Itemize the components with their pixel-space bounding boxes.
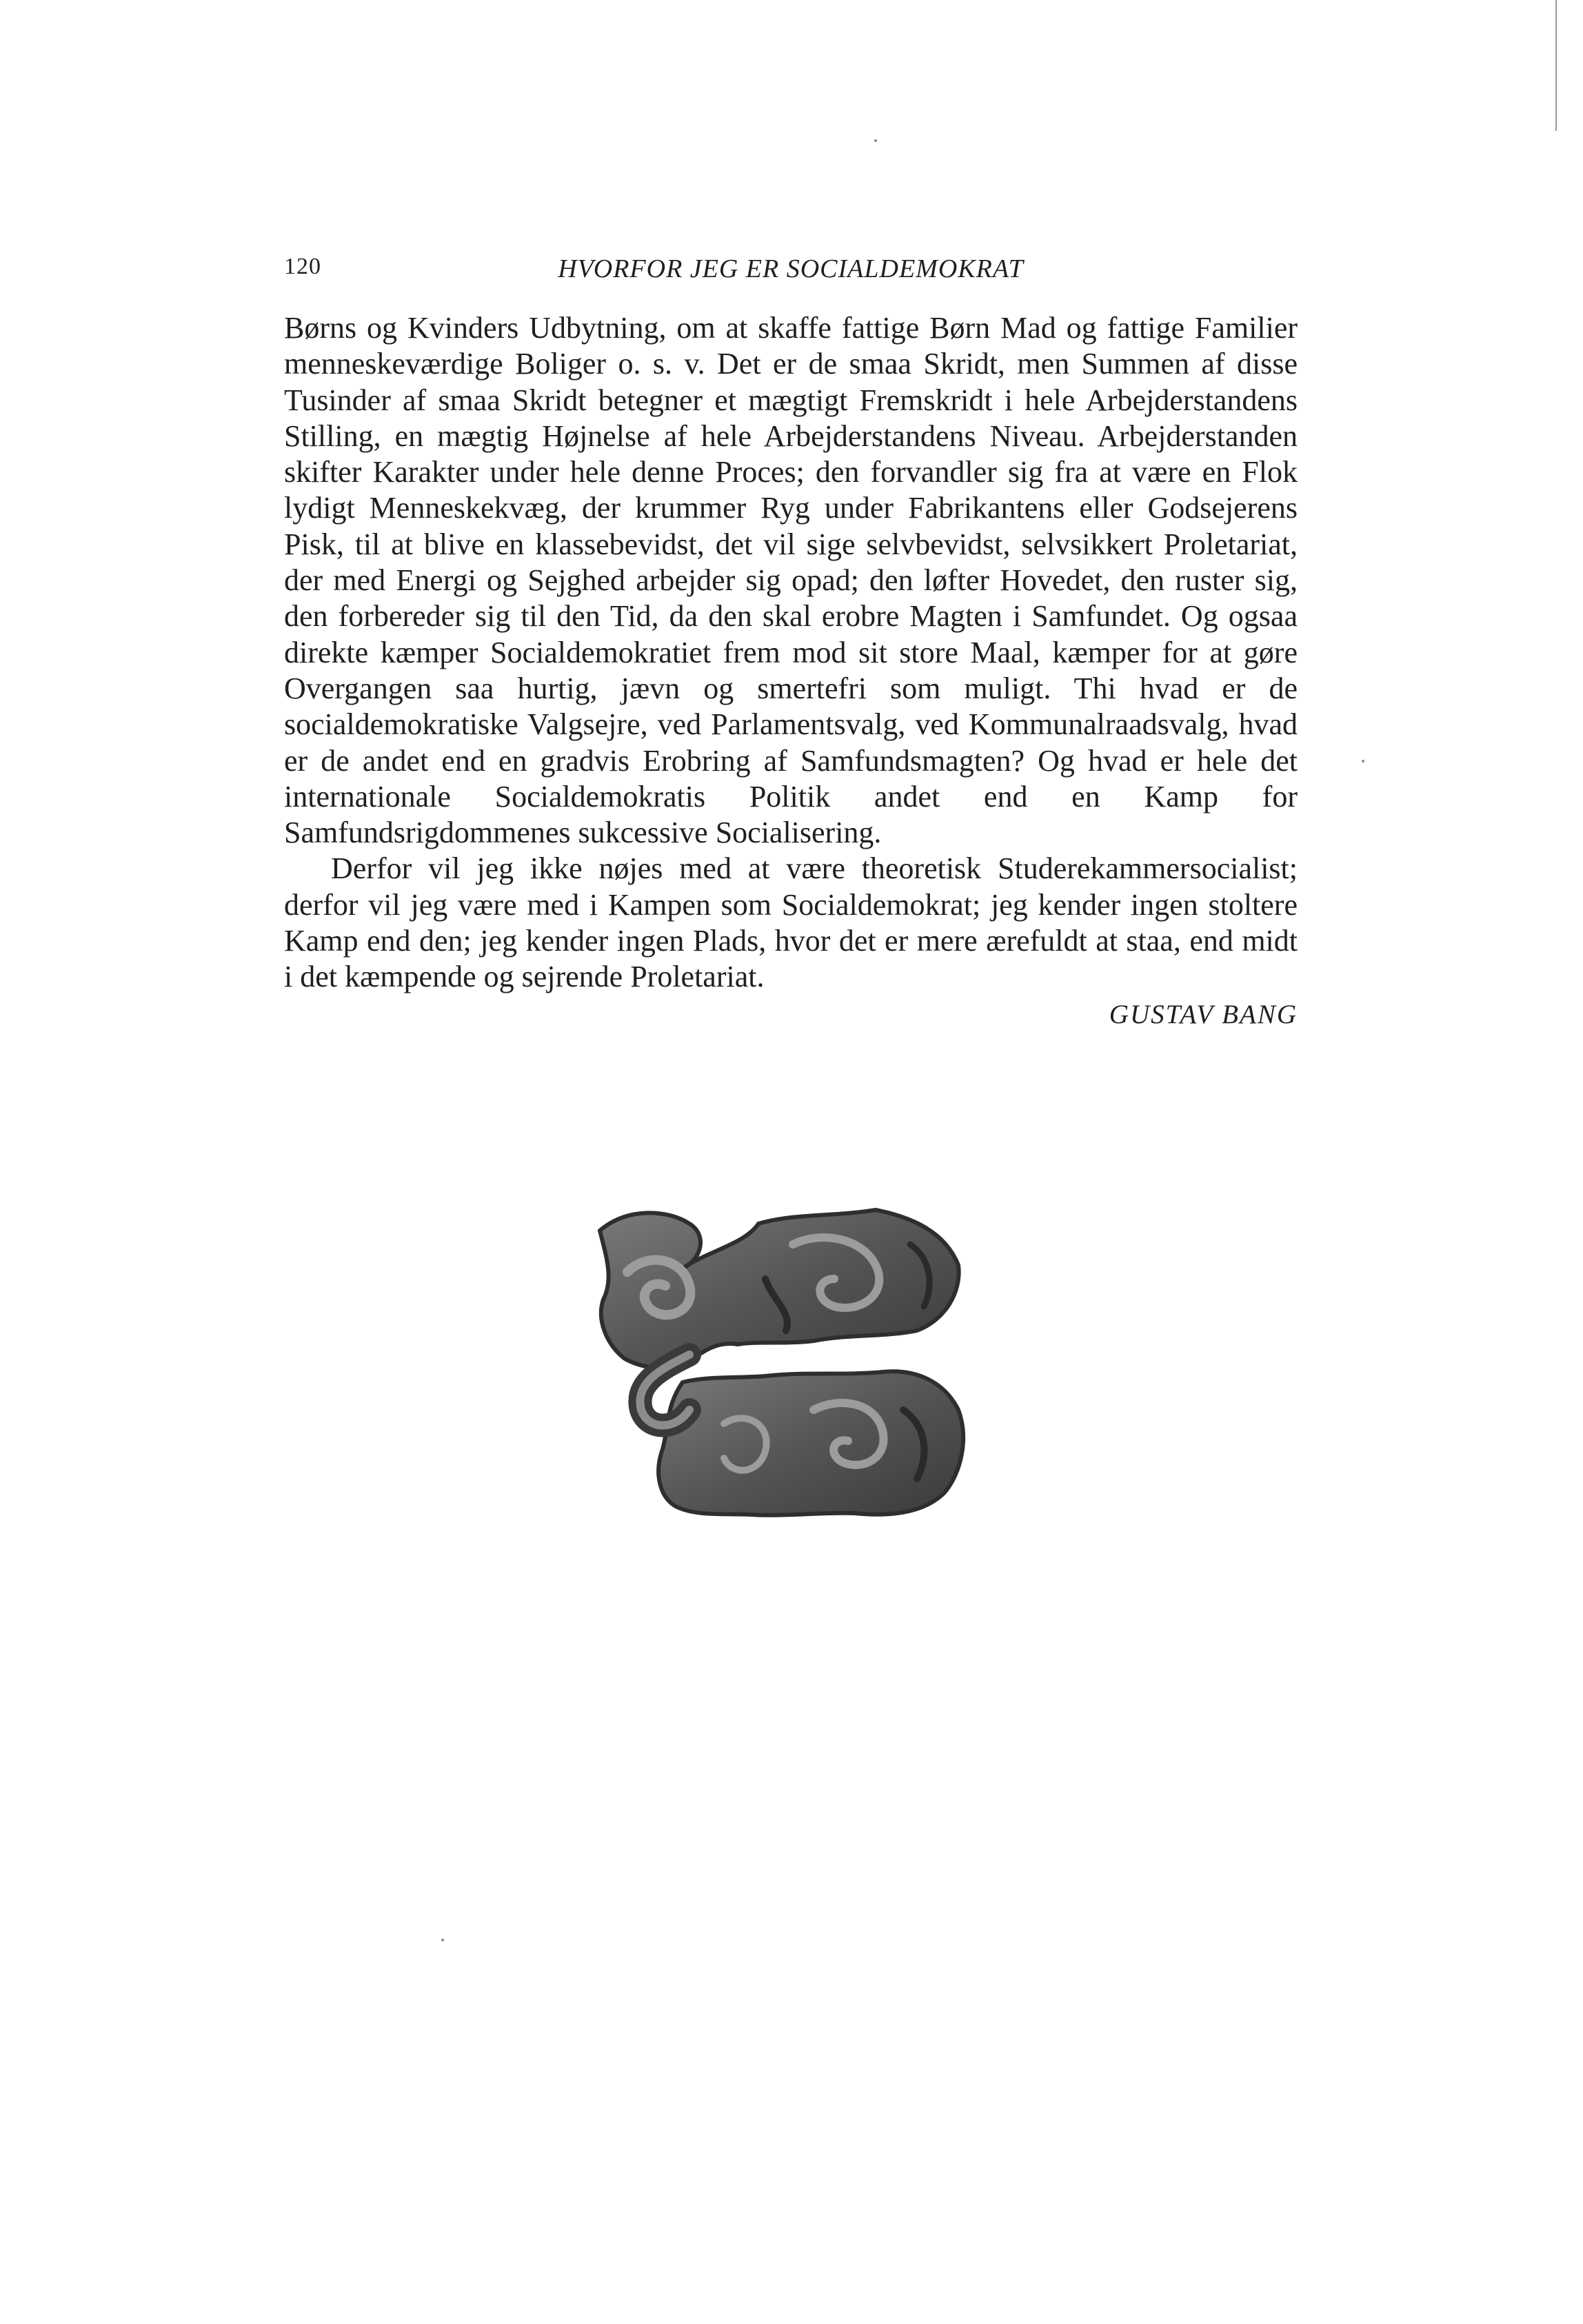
- speck-mark: [441, 1939, 444, 1941]
- page-edge-line: [1555, 0, 1557, 131]
- paragraph-1: Børns og Kvinders Udbytning, om at skaffe fattige Børn Mad og fattige Familier menneskeværdige Boliger o. s. v. Det er de smaa Skridt, men Summen af disse Tusinder af smaa Skridt betegner et mægtigt Fremskridt i hele Arbejderstandens Stilling, en mægtig Højnelse af hele Arbejderstandens Niveau. Arbejderstanden skifter Karakter under hele denne Proces; den forvandler sig fra at være en Flok lydigt Menneskekvæg, der krummer Ryg under Fabrikantens eller Godsejerens Pisk, til at blive en klassebevidst, det vil sige selvbevidst, selvsikkert Proletariat, der med Energi og Sejghed arbejder sig opad; den løfter Hovedet, den ruster sig, den forbereder sig til den Tid, da den skal erobre Magten i Samfundet. Og ogsaa direkte kæmper Socialdemokratiet frem mod sit store Maal, kæmper for at gøre Overgangen saa hurtig, jævn og smertefri som muligt. Thi hvad er de socialdemokratiske Valgsejre, ved Parlamentsvalg, ved Kommunalraadsvalg, hvad er de andet end en gradvis Erobring af Samfundsmagten? Og hvad er hele det internationale Socialdemokratis Politik andet end en Kamp for Samfundsrigdommenes sukcessive Socialisering.: [284, 311, 1298, 850]
- running-head: [284, 254, 1298, 295]
- speck-mark: [874, 139, 877, 142]
- ornament-bottom-shape: [658, 1371, 963, 1515]
- speck-mark: [1362, 760, 1364, 762]
- paragraph-2: Derfor vil jeg ikke nøjes med at være theoretisk Studerekammersocialist; derfor vil jeg være med i Kampen som Socialdemokrat; jeg kender ingen stoltere Kamp end den; jeg kender ingen Plads, hvor det er mere ærefuldt at staa, end midt i det kæmpende og sejrende Proletariat.: [284, 851, 1298, 994]
- body-text: [284, 310, 1298, 1034]
- page-number: 120: [284, 254, 321, 279]
- author-signature: GUSTAV BANG: [1109, 999, 1298, 1029]
- swirl-ornament-icon: [586, 1203, 972, 1527]
- running-title: HVORFOR JEG ER SOCIALDEMOKRAT: [558, 254, 1024, 283]
